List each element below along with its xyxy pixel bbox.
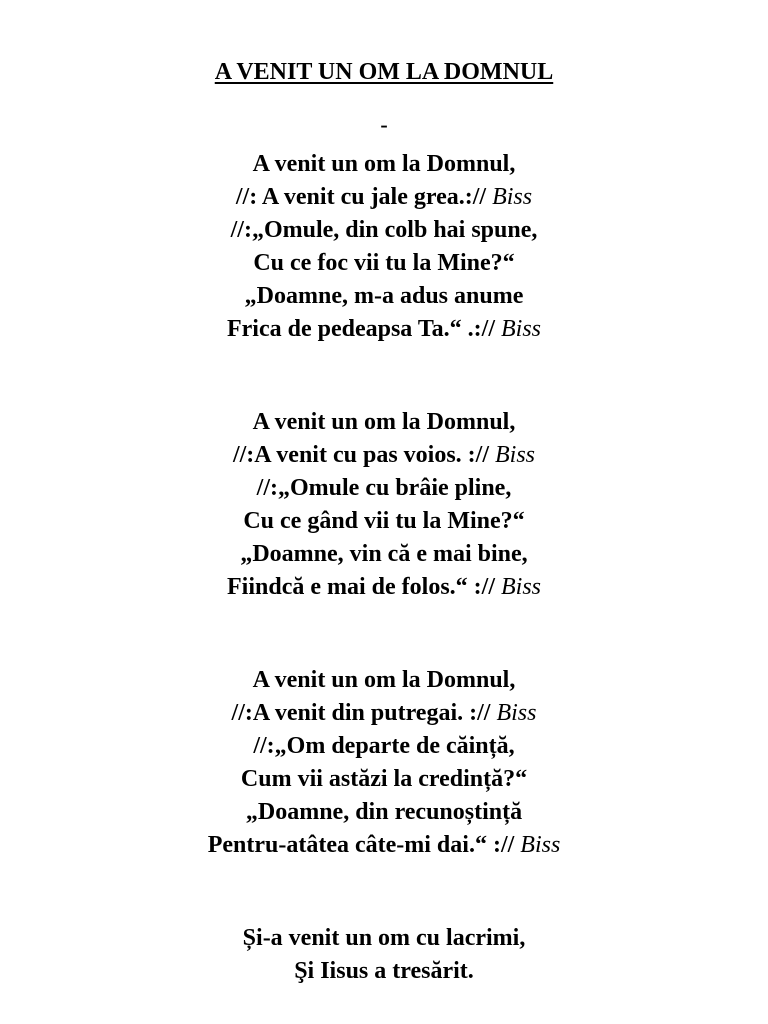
verse-text: Fiindcă e mai de folos.“ :// <box>227 574 501 600</box>
stanza-3 <box>0 664 768 862</box>
verse-line <box>0 730 768 763</box>
verse-line <box>0 571 768 604</box>
verse-text: A venit un om la Domnul, <box>252 409 516 435</box>
verse-text: //:„Om departe de căință, <box>253 733 515 759</box>
verse-text: //:„Omule cu brâie pline, <box>256 475 512 501</box>
verse-line <box>0 406 768 439</box>
verse-line <box>0 247 768 280</box>
repeat-marker: Biss <box>495 442 536 468</box>
verse-line <box>0 796 768 829</box>
verse-text: „Doamne, m-a adus anume <box>244 283 524 309</box>
verse-text: //: A venit cu jale grea.:// <box>235 184 493 210</box>
repeat-marker: Biss <box>496 700 537 726</box>
repeat-marker: Biss <box>492 184 533 210</box>
verse-text: Cum vii astăzi la credință?“ <box>240 766 528 792</box>
verse-text: //:„Omule, din colb hai spune, <box>230 217 538 243</box>
verse-line <box>0 472 768 505</box>
verse-text: //:A venit cu pas voios. :// <box>232 442 495 468</box>
verse-line <box>0 922 768 955</box>
verse-text: Cu ce foc vii tu la Mine?“ <box>253 250 515 276</box>
verse-text: Și-a venit un om cu lacrimi, <box>242 925 526 951</box>
verse-line <box>0 955 768 988</box>
verse-line <box>0 697 768 730</box>
stanza-1 <box>0 148 768 346</box>
verse-text: Frica de pedeapsa Ta.“ .:// <box>226 316 501 342</box>
verse-text: //:A venit din putregai. :// <box>231 700 497 726</box>
repeat-marker: Biss <box>501 316 542 342</box>
verse-line <box>0 664 768 697</box>
stanza-4 <box>0 922 768 988</box>
song-title: A VENIT UN OM LA DOMNUL <box>214 59 554 85</box>
verse-text: A venit un om la Domnul, <box>252 151 516 177</box>
verse-text: Pentru-atâtea câte-mi dai.“ :// <box>207 832 521 858</box>
verse-text: „Doamne, vin că e mai bine, <box>240 541 528 567</box>
verse-line <box>0 148 768 181</box>
verse-line <box>0 181 768 214</box>
stanza-2 <box>0 406 768 604</box>
verse-line <box>0 538 768 571</box>
verse-line <box>0 763 768 796</box>
verse-line <box>0 214 768 247</box>
verse-line <box>0 313 768 346</box>
repeat-marker: Biss <box>500 574 541 600</box>
verse-line <box>0 439 768 472</box>
verse-line <box>0 505 768 538</box>
verse-text: Şi Iisus a tresărit. <box>294 958 474 984</box>
title-separator: - <box>380 112 388 137</box>
repeat-marker: Biss <box>520 832 561 858</box>
verse-text: A venit un om la Domnul, <box>252 667 516 693</box>
verse-line <box>0 829 768 862</box>
verse-text: „Doamne, din recunoștință <box>245 799 523 825</box>
verse-line <box>0 280 768 313</box>
verse-text: Cu ce gând vii tu la Mine?“ <box>243 508 525 534</box>
